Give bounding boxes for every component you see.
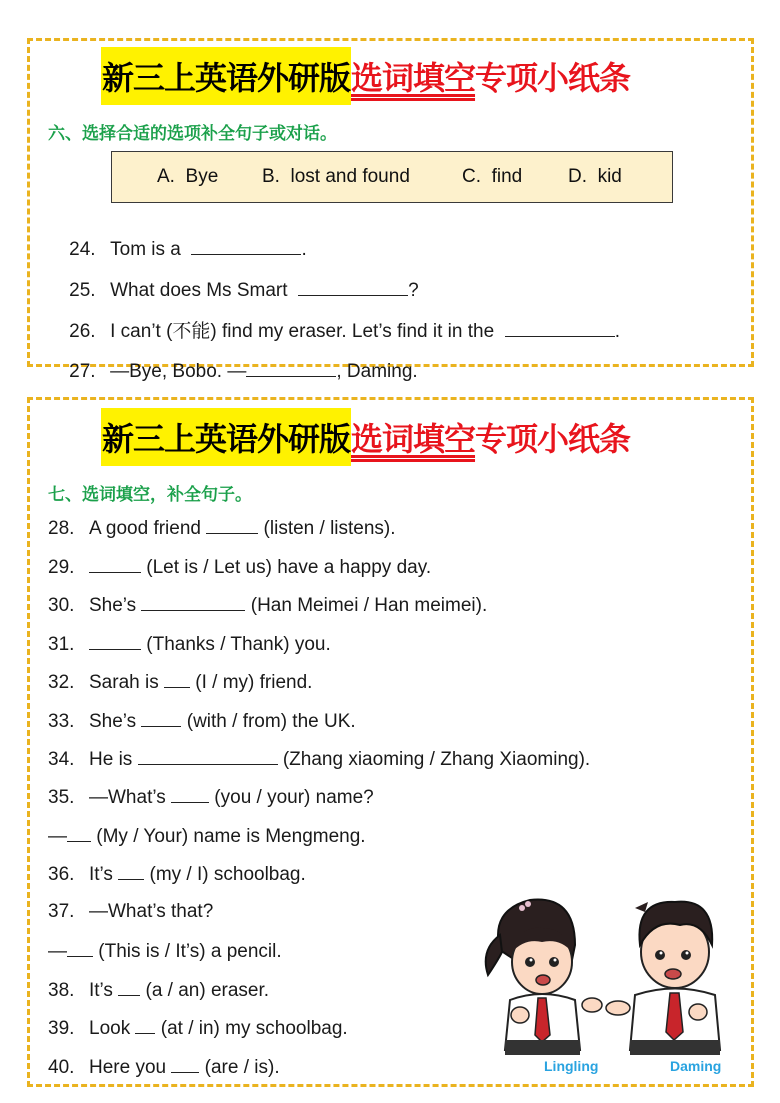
- answer-blank[interactable]: [89, 632, 141, 650]
- word-bank-box: [111, 151, 673, 203]
- answer-blank[interactable]: [171, 1055, 199, 1073]
- lingling-figure: [486, 900, 602, 1055]
- section-heading: 六、选择合适的选项补全句子或对话。: [48, 124, 337, 144]
- question-29: 29. (Let is / Let us) have a happy day.: [48, 557, 432, 578]
- title-underlined: 选词填空: [351, 59, 476, 97]
- question-36: 36. It’s (my / I) schoolbag.: [48, 864, 306, 885]
- question-39: 39. Look (at / in) my schoolbag.: [48, 1018, 348, 1039]
- answer-blank[interactable]: [89, 555, 141, 573]
- question-31: 31. (Thanks / Thank) you.: [48, 634, 331, 655]
- card-title: [101, 47, 630, 105]
- question-37-reply: — (This is / It’s) a pencil.: [48, 941, 282, 962]
- answer-blank[interactable]: [191, 237, 301, 255]
- answer-blank[interactable]: [141, 709, 181, 727]
- question-35-reply: — (My / Your) name is Mengmeng.: [48, 826, 366, 847]
- word-option-a: A. Bye: [157, 166, 219, 187]
- answer-blank[interactable]: [118, 862, 144, 880]
- title-rest: 专项小纸条: [475, 420, 631, 458]
- word-option-c: C. find: [462, 166, 523, 187]
- question-35: 35. —What’s (you / your) name?: [48, 787, 374, 808]
- question-27: 27. —Bye, Bobo. — , Daming.: [69, 361, 418, 382]
- question-34: 34. He is (Zhang xiaoming / Zhang Xiaoming).: [48, 749, 591, 770]
- question-25: 25. What does Ms Smart ?: [69, 280, 419, 301]
- question-38: 38. It’s (a / an) eraser.: [48, 980, 270, 1001]
- answer-blank[interactable]: [141, 593, 245, 611]
- label-daming: Daming: [670, 1058, 722, 1074]
- title-underlined: 选词填空: [351, 420, 476, 458]
- question-28: 28. A good friend (listen / listens).: [48, 518, 396, 539]
- daming-figure: [606, 902, 720, 1055]
- title-rest: 专项小纸条: [475, 59, 631, 97]
- students-illustration: [480, 890, 740, 1085]
- answer-blank[interactable]: [171, 785, 209, 803]
- word-option-d: D. kid: [568, 166, 622, 187]
- answer-blank[interactable]: [505, 319, 615, 337]
- title-highlighted: 新三上英语外研版: [101, 408, 351, 466]
- question-30: 30. She’s (Han Meimei / Han meimei).: [48, 595, 488, 616]
- question-24: 24. Tom is a .: [69, 239, 307, 260]
- answer-blank[interactable]: [118, 978, 140, 996]
- answer-blank[interactable]: [138, 747, 278, 765]
- question-37: 37. —What’s that?: [48, 901, 214, 922]
- answer-blank[interactable]: [298, 278, 408, 296]
- answer-blank[interactable]: [67, 939, 93, 957]
- worksheet-card-section-6: [27, 38, 754, 382]
- answer-blank[interactable]: [164, 670, 190, 688]
- cartoon-students-icon: [480, 890, 740, 1060]
- question-40: 40. Here you (are / is).: [48, 1057, 280, 1078]
- question-32: 32. Sarah is (I / my) friend.: [48, 672, 313, 693]
- answer-blank[interactable]: [206, 516, 258, 534]
- answer-blank[interactable]: [246, 359, 336, 377]
- card-title: [101, 408, 630, 466]
- question-33: 33. She’s (with / from) the UK.: [48, 711, 356, 732]
- word-option-b: B. lost and found: [262, 166, 410, 187]
- answer-blank[interactable]: [67, 824, 91, 842]
- worksheet-card-section-7: [27, 397, 754, 1087]
- answer-blank[interactable]: [135, 1016, 155, 1034]
- section-heading: 七、选词填空，补全句子。: [48, 485, 252, 505]
- title-highlighted: 新三上英语外研版: [101, 47, 351, 105]
- label-lingling: Lingling: [544, 1058, 599, 1074]
- question-26: 26. I can’t (不能) find my eraser. Let’s find it in the .: [69, 321, 620, 342]
